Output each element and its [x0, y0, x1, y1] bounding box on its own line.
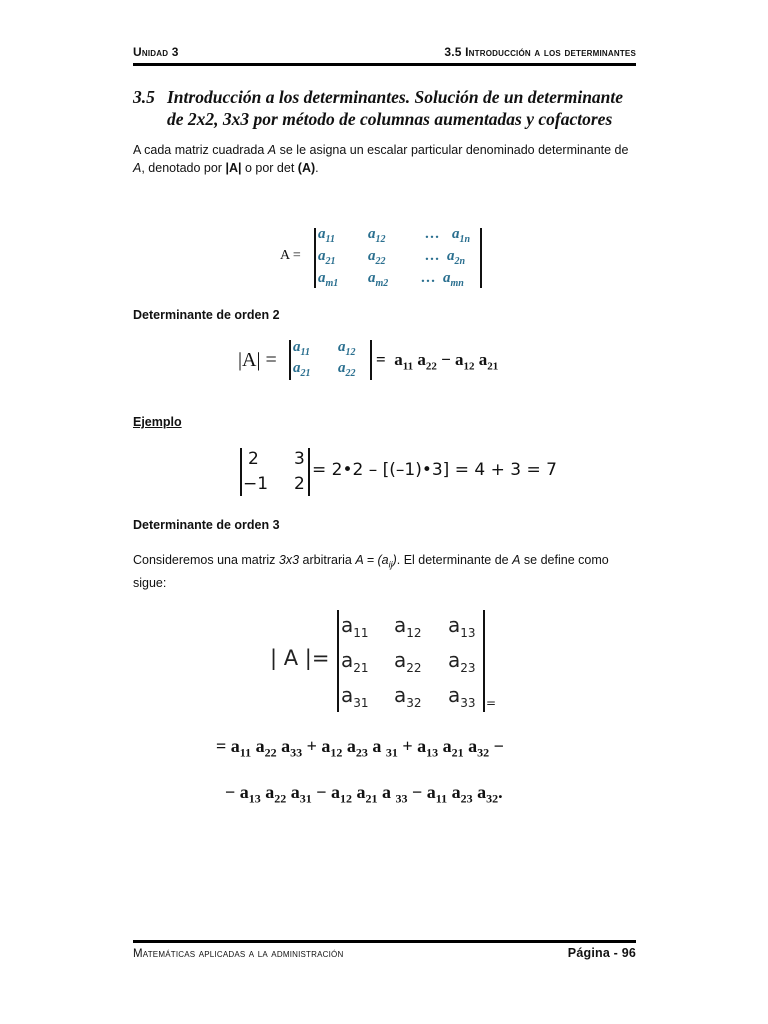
- plus-sign: +: [306, 736, 317, 756]
- intro-text: , denotado por: [141, 161, 226, 175]
- matrix-element: $a_{12}$: [338, 339, 356, 358]
- intro-text: se le asigna un escalar particular denominado determinante de: [276, 143, 629, 157]
- footer-rule: [133, 940, 636, 943]
- minus-sign: −: [441, 350, 451, 369]
- intro-notation: |A|: [225, 161, 242, 175]
- intro-var: 3x3: [278, 553, 300, 567]
- matrix-element: $a_{21}$: [341, 648, 369, 675]
- intro-var: A = (a: [355, 553, 389, 567]
- example-cell: 3: [294, 449, 305, 469]
- matrix-element: $a_{22}$: [394, 648, 422, 675]
- order2-formula: [238, 340, 538, 384]
- matrix-bar-right: [483, 610, 485, 712]
- matrix-dots: …: [425, 248, 440, 264]
- intro-var: A: [512, 553, 521, 567]
- minus-sign: −: [412, 782, 423, 802]
- general-matrix: [280, 226, 490, 292]
- order3-expansion-line-2: − $a_{13}$ $a_{22}$ $a_{31} - a_{12}$ $a_{21}$ a $_{33} - a_{11}$ $a_{23}$ $a_{32}$.: [225, 782, 503, 806]
- matrix-dots: …: [421, 270, 436, 286]
- plus-sign: +: [402, 736, 413, 756]
- example-formula: [240, 446, 557, 498]
- order3-expansion-line-1: = $a_{11}$ $a_{22}$ $a_{33} + a_{12}$ $a_{23}$ a $_{31} + a_{13}$ $a_{21}$ $a_{32}$ −: [216, 736, 504, 760]
- header-section: 3.5 Introducción a los determinantes: [444, 45, 636, 59]
- intro-text: .: [315, 161, 319, 175]
- order3-intro: [133, 551, 638, 592]
- section-number: 3.5: [133, 87, 155, 107]
- matrix-element: $a_{32}$: [394, 683, 422, 710]
- intro-text: Consideremos una matriz: [133, 553, 279, 567]
- minus-sign: −: [225, 782, 236, 802]
- intro-var: ): [392, 553, 397, 567]
- intro-subscript: ij: [388, 559, 393, 570]
- intro-notation: (A): [297, 161, 316, 175]
- matrix-element: $a_{2n}$: [447, 248, 466, 267]
- example-expression: = 2•2 – [(–1)•3] = 4 + 3 = 7: [312, 460, 557, 480]
- matrix-element: $a_{22}$: [338, 360, 356, 379]
- matrix-element: $a_{m2}$: [368, 270, 389, 289]
- matrix-element: $a_{21}$: [293, 360, 311, 379]
- matrix-element: $a_{m1}$: [318, 270, 339, 289]
- section-title: [133, 86, 653, 130]
- example-cell: −1: [243, 474, 269, 494]
- matrix-element: $a_{21}$: [318, 248, 336, 267]
- matrix-element: $a_{22}$: [368, 248, 386, 267]
- order2-lhs: |A| =: [238, 349, 277, 371]
- matrix-element: $a_{11}$: [318, 226, 335, 245]
- example-cell: 2: [248, 449, 259, 469]
- intro-var: A: [267, 143, 277, 157]
- intro-var: A: [133, 161, 142, 175]
- matrix-bar-left: [240, 448, 242, 496]
- intro-paragraph: [133, 141, 638, 177]
- order3-heading: Determinante de orden 3: [133, 518, 280, 532]
- matrix-element: $a_{11}$: [293, 339, 310, 358]
- general-matrix-lhs: A =: [280, 248, 301, 263]
- matrix-element: $a_{12}$: [394, 613, 422, 640]
- intro-text: se define como sigue:: [133, 553, 609, 590]
- title-line-2: de 2x2, 3x3 por método de columnas aumentadas y cofactores: [167, 109, 613, 129]
- page-number: Página - 96: [567, 946, 636, 960]
- trailing-equals: =: [486, 696, 497, 710]
- matrix-bar-left: [289, 340, 291, 380]
- equals-sign: =: [376, 350, 386, 369]
- matrix-bar-right: [370, 340, 372, 380]
- order3-matrix: [270, 606, 500, 714]
- matrix-bar-left: [314, 228, 316, 288]
- matrix-element: $a_{1n}$: [452, 226, 471, 245]
- order2-rhs: = $a_{11}$ $a_{22} - a_{12}$ $a_{21}$: [376, 350, 499, 373]
- matrix-element: $a_{11}$: [341, 613, 369, 640]
- title-line-1: Introducción a los determinantes. Solución de un determinante: [167, 87, 624, 107]
- header-rule: [133, 63, 636, 66]
- matrix-element: $a_{33}$: [448, 683, 476, 710]
- intro-text: . El determinante de: [396, 553, 513, 567]
- intro-text: A cada matriz cuadrada: [133, 143, 268, 157]
- order2-heading: Determinante de orden 2: [133, 308, 280, 322]
- matrix-bar-right: [308, 448, 310, 496]
- example-cell: 2: [294, 474, 305, 494]
- minus-sign: −: [493, 736, 504, 756]
- matrix-element: $a_{31}$: [341, 683, 369, 710]
- matrix-dots: …: [425, 226, 440, 242]
- footer-book-title: Matemáticas aplicadas a la administración: [133, 948, 344, 960]
- matrix-bar-left: [337, 610, 339, 712]
- matrix-element: $a_{12}$: [368, 226, 386, 245]
- order3-lhs: | A |=: [270, 646, 330, 670]
- matrix-bar-right: [480, 228, 482, 288]
- header-unit: Unidad 3: [133, 45, 179, 59]
- minus-sign: −: [316, 782, 327, 802]
- intro-text: o por det: [241, 161, 298, 175]
- matrix-element: $a_{13}$: [448, 613, 476, 640]
- example-heading: Ejemplo: [133, 415, 182, 429]
- matrix-element: $a_{23}$: [448, 648, 476, 675]
- intro-text: arbitraria: [299, 553, 356, 567]
- matrix-element: $a_{mn}$: [443, 270, 464, 289]
